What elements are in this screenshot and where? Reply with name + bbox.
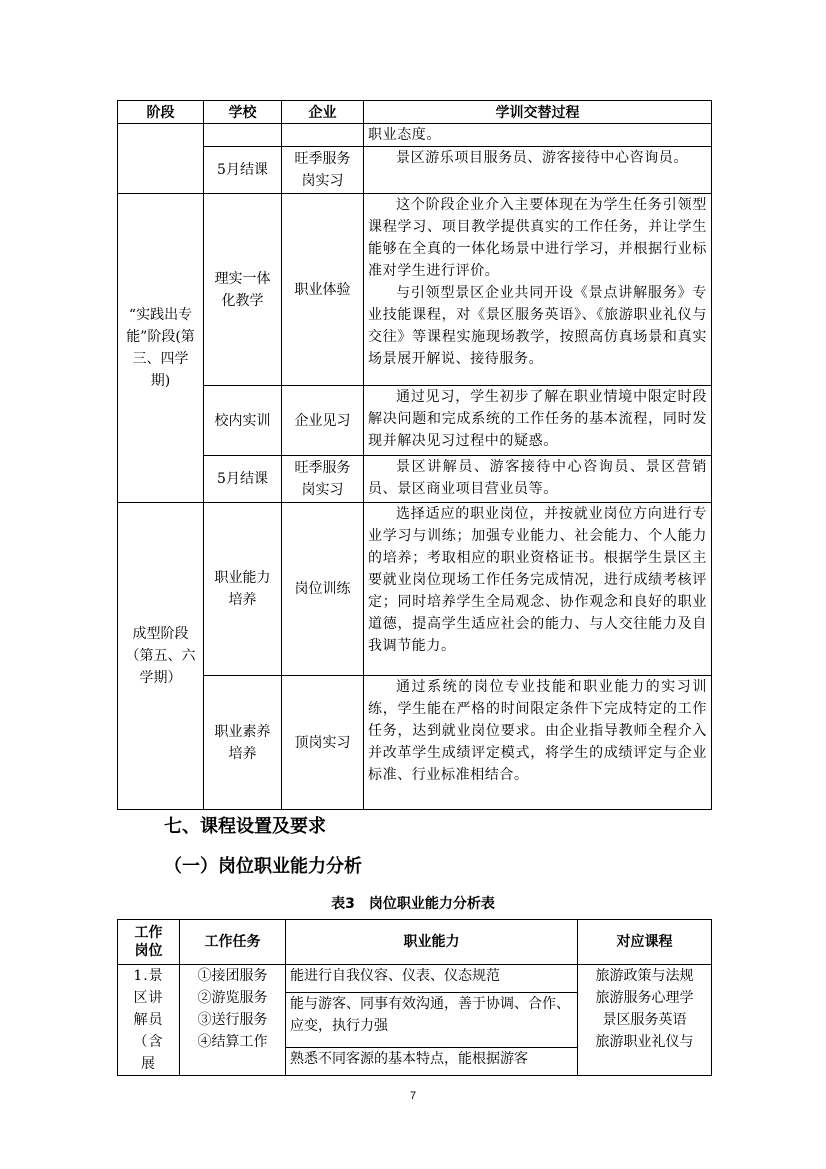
school-cell: 5月结课 <box>204 456 282 503</box>
header-company: 企业 <box>282 101 364 124</box>
process-cell: 这个阶段企业介入主要体现在为学生任务引领型课程学习、项目教学提供真实的工作任务，并让学生能够在全真的一体化场景中进行学习，并根据行业标准对学生进行评价。 与引领型景区企业共同开设《景点讲解服务》专业技能课程，对《景区服务英语》、《旅游职业礼仪与交往》等课程实施现场教学，按照高仿真场景和真实场景展开解说、接待服务。 <box>364 194 712 386</box>
school-cell <box>204 124 282 147</box>
header-school: 学校 <box>204 101 282 124</box>
school-cell: 校内实训 <box>204 386 282 456</box>
page-number: 7 <box>409 1090 417 1102</box>
table-row <box>118 194 712 386</box>
stage-cell: 成型阶段（第五、六学期） <box>118 503 204 810</box>
company-cell: 顶岗实习 <box>282 676 364 810</box>
company-cell: 岗位训练 <box>282 503 364 676</box>
header-stage: 阶段 <box>118 101 204 124</box>
company-cell: 旺季服务岗实习 <box>282 456 364 503</box>
table-header-row <box>118 101 712 124</box>
process-cell: 通过系统的岗位专业技能和职业能力的实习训练，学生能在严格的时间限定条件下完成特定的工作任务，达到就业岗位要求。由企业指导教师全程介入并改革学生成绩评定模式，将学生的成绩评定与企业标准、行业标准相结合。 <box>364 676 712 810</box>
company-cell: 企业见习 <box>282 386 364 456</box>
header-post: 工作岗位 <box>118 920 180 965</box>
table-row <box>118 965 712 993</box>
section-heading: 七、课程设置及要求 <box>164 816 326 837</box>
task-item: ④结算工作 <box>197 1034 268 1050</box>
course-item: 旅游政策与法规 <box>595 968 694 984</box>
table-row <box>118 386 712 456</box>
company-cell <box>282 124 364 147</box>
ability-cell: 能进行自我仪容、仪表、仪态规范 <box>286 965 578 993</box>
task-cell <box>180 965 286 1076</box>
company-cell: 旺季服务岗实习 <box>282 147 364 194</box>
course-item: 旅游服务心理学 <box>595 990 694 1006</box>
post-cell: 1.景区讲解员（含展 <box>118 965 180 1076</box>
header-task: 工作任务 <box>180 920 286 965</box>
company-cell: 职业体验 <box>282 194 364 386</box>
school-cell: 5月结课 <box>204 147 282 194</box>
process-cell: 景区讲解员、游客接待中心咨询员、景区营销员、景区商业项目营业员等。 <box>364 456 712 503</box>
table-caption: 表3 岗位职业能力分析表 <box>331 896 495 912</box>
school-cell: 理实一体化教学 <box>204 194 282 386</box>
process-cell: 景区游乐项目服务员、游客接待中心咨询员。 <box>364 147 712 194</box>
process-cell: 职业态度。 <box>364 124 712 147</box>
table-row <box>118 503 712 676</box>
school-cell: 职业素养培养 <box>204 676 282 810</box>
school-cell: 职业能力培养 <box>204 503 282 676</box>
stage-cell: “实践出专能”阶段(第三、四学期) <box>118 194 204 503</box>
header-course: 对应课程 <box>578 920 712 965</box>
task-item: ①接团服务 <box>197 968 268 984</box>
course-item: 旅游职业礼仪与 <box>595 1034 694 1050</box>
header-ability: 职业能力 <box>286 920 578 965</box>
stage-cell-continued <box>118 124 204 194</box>
header-process: 学训交替过程 <box>364 101 712 124</box>
table-row <box>118 147 712 194</box>
table-row <box>118 676 712 810</box>
table-row <box>118 124 712 147</box>
task-item: ②游览服务 <box>197 990 268 1006</box>
process-cell: 通过见习，学生初步了解在职业情境中限定时段解决问题和完成系统的工作任务的基本流程，同时发现并解决见习过程中的疑惑。 <box>364 386 712 456</box>
table-header-row <box>118 920 712 965</box>
subsection-heading: （一）岗位职业能力分析 <box>164 856 362 877</box>
table-row <box>118 456 712 503</box>
course-item: 景区服务英语 <box>602 1012 687 1028</box>
process-cell: 选择适应的职业岗位，并按就业岗位方向进行专业学习与训练；加强专业能力、社会能力、个人能力的培养；考取相应的职业资格证书。根据学生景区主要就业岗位现场工作任务完成情况，进行成绩考核评定；同时培养学生全局观念、协作观念和良好的职业道德，提高学生适应社会的能力、与人交往能力及自我调节能力。 <box>364 503 712 676</box>
job-ability-table <box>117 919 712 1076</box>
ability-cell: 能与游客、同事有效沟通，善于协调、合作、应变，执行力强 <box>286 993 578 1048</box>
course-cell <box>578 965 712 1076</box>
training-process-table <box>117 100 712 810</box>
ability-cell: 熟悉不同客源的基本特点，能根据游客 <box>286 1047 578 1075</box>
task-item: ③送行服务 <box>197 1012 268 1028</box>
